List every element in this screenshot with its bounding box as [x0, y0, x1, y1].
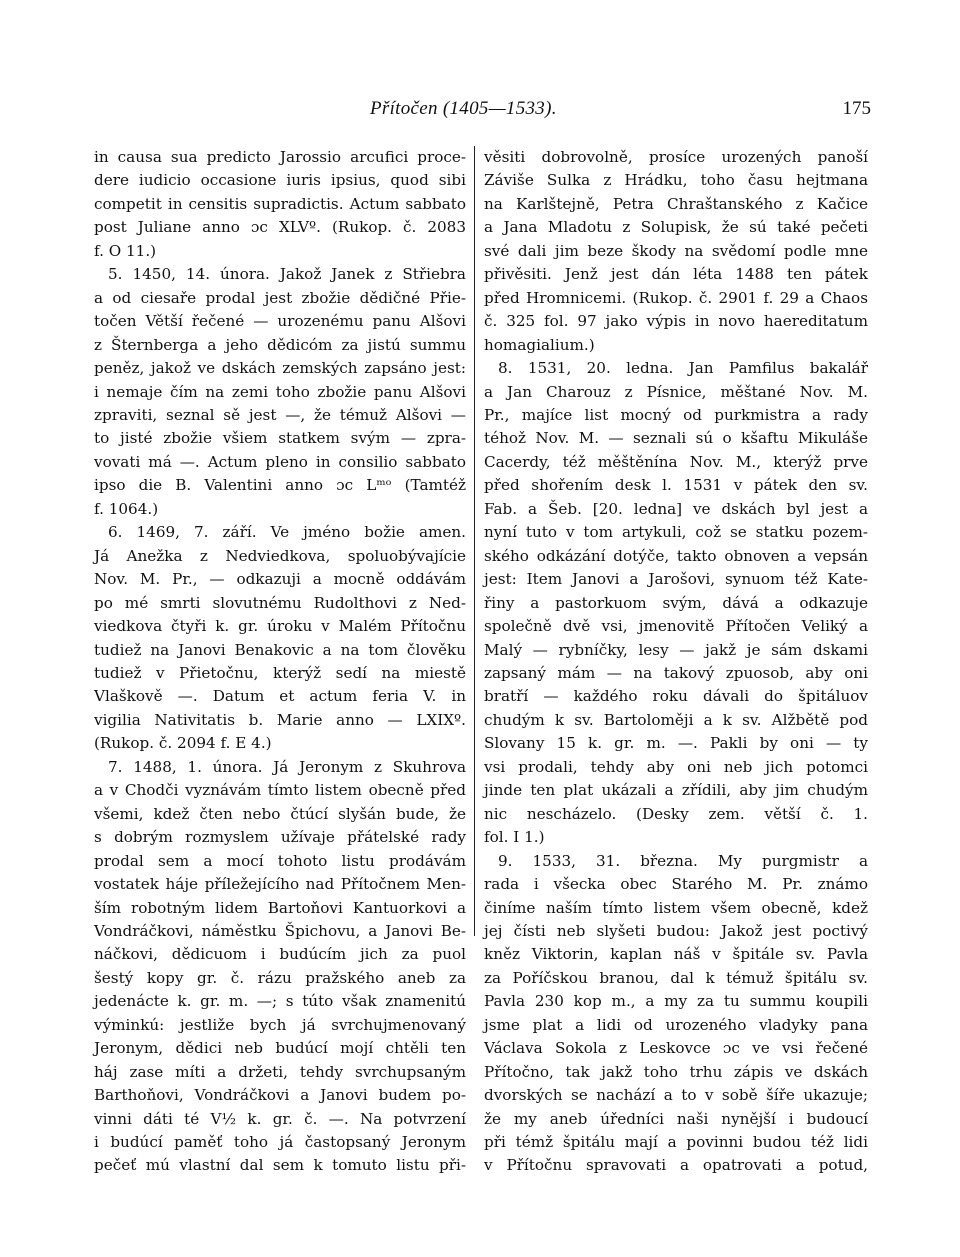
text-line: Pr., majíce list mocný od purkmistra a rady: [484, 405, 868, 424]
text-line: Barthoňovi, Vondráčkovi a Janovi budem po-: [94, 1086, 466, 1105]
text-line: šestý kopy gr. č. rázu pražského aneb za: [94, 968, 466, 987]
text-line: a od ciesaře prodal jest zbožie dědičné Přie-: [94, 288, 466, 307]
text-line: 6. 1469, 7. září. Ve jméno božie amen.: [108, 523, 466, 542]
text-line: nic nescházelo. (Desky zem. větší č. 1.: [484, 804, 868, 823]
text-line: přivěsiti. Jenž jest dán léta 1488 ten pátek: [484, 265, 868, 284]
text-line: Malý — rybníčky, lesy — jakž je sám dskami: [484, 640, 868, 659]
text-line: věsiti dobrovolně, prosíce urozených panoší: [484, 148, 868, 166]
text-line: post Juliane anno ɔc XLVº. (Rukop. č. 2083: [94, 218, 466, 237]
text-line: č. 325 fol. 97 jako výpis in novo haereditatum: [484, 312, 868, 331]
text-line: 8. 1531, 20. ledna. Jan Pamfilus bakalář: [498, 359, 868, 378]
text-line: ším robotným lidem Bartoňovi Kantuorkovi a: [94, 898, 466, 917]
text-line: Fab. a Šeb. [20. ledna] ve dskách byl jest a: [484, 499, 868, 518]
text-line: competit in censitis supradictis. Actum sabbato: [94, 194, 466, 213]
text-line: rada i všecka obec Starého M. Pr. známo: [484, 875, 868, 894]
text-line: v Přítočnu spravovati a opatrovati a potud,: [484, 1156, 868, 1175]
text-line: vostatek háje příležejícího nad Přítočnem Men-: [94, 875, 466, 894]
text-line: 9. 1533, 31. března. My purgmistr a: [498, 851, 868, 870]
text-line: po mé smrti slovutnému Rudolthovi z Ned-: [94, 593, 466, 612]
text-line: homagialium.): [484, 335, 595, 354]
text-line: že my aneb úředníci naši nynější i budoucí: [484, 1109, 868, 1128]
text-line: prodal sem a mocí tohoto listu prodávám: [94, 851, 466, 870]
text-line: i nemaje čím na zemi toho zbožie panu Alšovi: [94, 382, 466, 401]
text-line: tudiež v Přietočnu, kterýž sedí na miestě: [94, 663, 466, 682]
page-header: [0, 98, 960, 128]
text-line: jest: Item Janovi a Jarošovi, synuom též Kate-: [484, 570, 868, 589]
text-line: všemi, kdež čten nebo čtúcí slyšán bude, že: [94, 804, 466, 823]
text-line: f. 1064.): [94, 499, 159, 518]
text-line: činíme naším tímto listem všem obecně, kdež: [484, 898, 868, 917]
text-line: Cacerdy, též měštěnína Nov. M., kterýž prve: [484, 452, 868, 471]
text-line: fol. I 1.): [484, 828, 545, 847]
text-line: téhož Nov. M. — seznali sú o kšaftu Mikuláše: [484, 429, 868, 448]
text-line: a Jan Charouz z Písnice, měštané Nov. M.: [484, 382, 868, 401]
text-line: své dali jim beze škody na svědomí podle mne: [484, 241, 868, 260]
text-line: a Jana Mladotu z Solupisk, že sú také pečeti: [484, 218, 868, 237]
text-line: jsme plat a lidi od urozeného vladyky pana: [484, 1015, 868, 1034]
text-line: tudiež na Janovi Benakovic a na tom člověku: [94, 640, 466, 659]
text-line: společně dvě vsi, jmenovitě Přítočen Veliký a: [484, 617, 868, 636]
text-line: řiny a pastorkuom svým, dává a odkazuje: [484, 593, 868, 612]
text-line: vovati má —. Actum pleno in consilio sabbato: [94, 452, 466, 471]
right-column: [484, 146, 868, 1178]
text-line: před shořením desk l. 1531 v pátek den sv.: [484, 476, 868, 495]
text-line: Záviše Sulka z Hrádku, toho času hejtmana: [484, 171, 868, 190]
text-line: zapsaný mám — na takový zpuosob, aby oni: [484, 663, 868, 682]
text-line: to jisté zbožie všiem statkem svým — zpra-: [94, 429, 466, 448]
page-number: 175: [842, 98, 871, 119]
text-line: točen Větší řečené — urozenému panu Alšovi: [94, 312, 466, 331]
text-line: za Poříčskou branou, dal k témuž špitálu sv.: [484, 968, 868, 987]
text-line: před Hromnicemi. (Rukop. č. 2901 f. 29 a Chaos: [484, 288, 868, 307]
text-line: vsi prodali, tehdy aby oni neb jich potomci: [484, 757, 868, 776]
text-line: Slovany 15 k. gr. m. —. Pakli by oni — ty: [484, 734, 868, 753]
text-line: chudým k sv. Bartoloměji a k sv. Alžbětě pod: [484, 710, 868, 729]
text-line: Vlaškově —. Datum et actum feria V. in: [94, 687, 466, 706]
left-column: [94, 146, 466, 1178]
text-line: in causa sua predicto Jarossio arcufici proce-: [94, 148, 466, 166]
text-line: Vondráčkovi, náměstku Špichovu, a Janovi Be-: [94, 921, 466, 940]
column-divider: [474, 146, 475, 936]
text-line: ského odkázání dotýče, takto obnoven a vepsán: [484, 546, 868, 565]
text-line: jedenácte k. gr. m. —; s túto však znamenitú: [94, 992, 466, 1011]
text-line: vinni dáti té V½ k. gr. č. —. Na potvrzení: [94, 1109, 466, 1128]
text-line: a v Chodči vyznávám tímto listem obecně před: [94, 781, 466, 800]
text-line: při témž špitálu mají a povinni budou též lidi: [484, 1133, 868, 1152]
text-line: jej čísti neb slyšeti budou: Jakož jest poctivý: [484, 921, 868, 940]
text-line: Pavla 230 kop m., a my za tu summu koupili: [484, 992, 868, 1011]
text-line: i budúcí paměť toho já častopsaný Jeronym: [94, 1133, 466, 1152]
text-line: peněz, jakož ve dskách zemských zapsáno jest:: [94, 359, 466, 378]
text-line: háj zase míti a držeti, tehdy svrchupsaným: [94, 1062, 466, 1081]
text-line: z Šternberga a jeho dědicóm za jistú summu: [94, 335, 466, 354]
text-line: na Karlštejně, Petra Chraštanského z Kačice: [484, 194, 868, 213]
text-line: Václava Sokola z Leskovce ɔc ve vsi řečené: [484, 1039, 868, 1058]
text-line: 7. 1488, 1. února. Já Jeronym z Skuhrova: [108, 757, 466, 776]
text-line: výminkú: jestliže bych já svrchujmenovaný: [94, 1015, 466, 1034]
text-line: dvorských se nachází a to v sobě šíře ukazuje;: [484, 1086, 868, 1105]
text-line: pečeť mú vlastní dal sem k tomuto listu při-: [94, 1156, 466, 1175]
text-line: viedkova čtyři k. gr. úroku v Malém Přítočnu: [94, 617, 466, 636]
text-line: Přítočno, tak jakž toho trhu zápis ve dskách: [484, 1062, 868, 1081]
running-title: Přítočen (1405—1533).: [370, 98, 557, 119]
text-line: Jeronym, dědici neb budúcí mojí chtěli ten: [94, 1039, 466, 1058]
text-line: Nov. M. Pr., — odkazuji a mocně oddávám: [94, 570, 466, 589]
text-line: (Rukop. č. 2094 f. E 4.): [94, 734, 272, 753]
text-line: bratří — každého roku dávali do špitáluov: [484, 687, 868, 706]
text-line: dere iudicio occasione iuris ipsius, quod sibi: [94, 171, 466, 190]
text-line: zpraviti, seznal sě jest —, že témuž Alšovi —: [94, 405, 466, 424]
text-line: nyní tuto v tom artykuli, což se statku pozem-: [484, 523, 868, 542]
text-line: jinde ten plat ukázali a zřídili, aby jim chudým: [484, 781, 868, 800]
text-line: f. O 11.): [94, 241, 157, 260]
text-line: ipso die B. Valentini anno ɔc Lᵐᵒ (Tamtéž: [94, 476, 466, 495]
text-line: kněz Viktorin, kaplan náš v špitále sv. Pavla: [484, 945, 868, 964]
text-line: Já Anežka z Nedviedkova, spoluobývajície: [94, 546, 466, 565]
text-line: náčkovi, dědicuom i budúcím jich za puol: [94, 945, 466, 964]
text-line: s dobrým rozmyslem užívaje přátelské rady: [94, 828, 466, 847]
text-line: vigilia Nativitatis b. Marie anno — LXIXº.: [94, 710, 466, 729]
text-line: 5. 1450, 14. února. Jakož Janek z Střiebra: [108, 265, 466, 284]
